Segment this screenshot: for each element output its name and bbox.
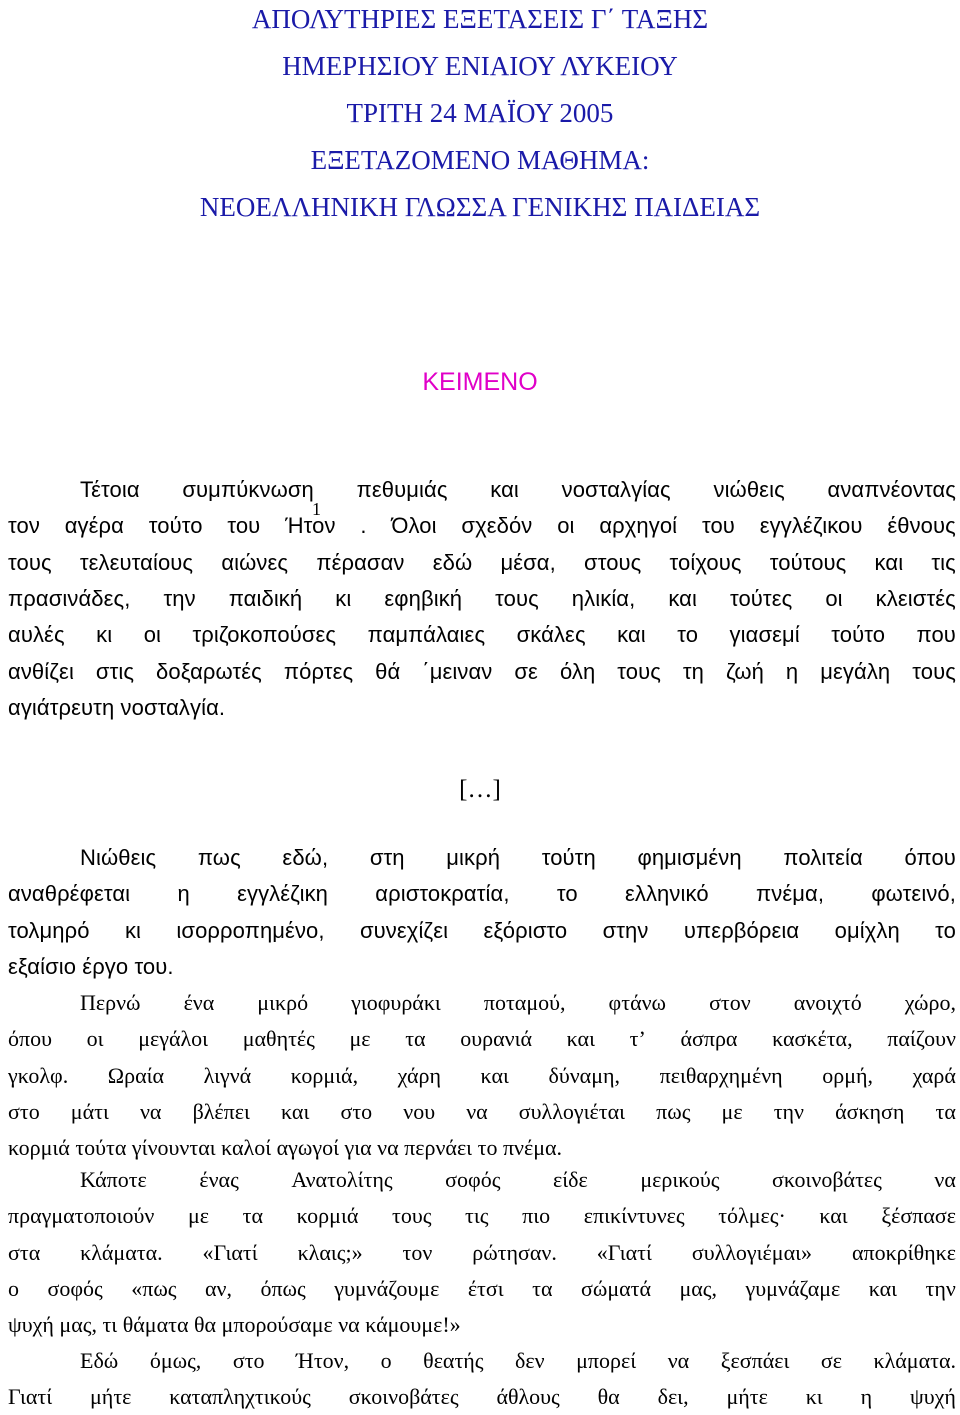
paragraph1-line: τον αγέρα τούτο του Ήτον . Όλοι σχεδόν οι αρχηγοί του εγγλέζικου έθνους [8, 513, 956, 539]
paragraph1-line: ανθίζει στις δοξαρωτές πόρτες θά ΄μειναν σε όλη τους τη ζωή η μεγάλη τους [8, 658, 956, 684]
paragraph2-line: εξαίσιο έργο του. [8, 953, 174, 979]
paragraph1-line: αγιάτρευτη νοσταλγία. [8, 694, 226, 720]
paragraph4-line: ψυχή μας, τι θάματα θα μπορούσαμε να κάμουμε!» [8, 1312, 461, 1338]
section-title: ΚΕΙΜΕΝΟ [422, 368, 538, 396]
paragraph3-line: Περνώ ένα μικρό γιοφυράκι ποταμού, φτάνω στον ανοιχτό χώρο, [80, 990, 956, 1015]
paragraph2-line: Νιώθεις πως εδώ, στη μικρή τούτη φημισμένη πολιτεία όπου [80, 845, 956, 870]
paragraph3-line: όπου οι μεγάλοι μαθητές με τα ουρανιά και τ’ άσπρα κασκέτα, παίζουν [8, 1026, 956, 1052]
paragraph1-line: τους τελευταίους αιώνες πέρασαν εδώ μέσα, στους τοίχους τούτους και τις [8, 549, 956, 575]
paragraph4-line: ο σοφός «πως αν, όπως γυμνάζουμε έτσι τα σώματά μας, γυμνάζαμε και την [8, 1275, 956, 1301]
header-line-2: ΗΜΕΡΗΣΙΟΥ ΕΝΙΑΙΟΥ ΛΥΚΕΙΟΥ [282, 51, 678, 81]
paragraph3-line: στο μάτι να βλέπει και στο νου να συλλογιέται πως με την άσκηση τα [8, 1098, 956, 1124]
header-line-4: ΕΞΕΤΑΖΟΜΕΝΟ ΜΑΘΗΜΑ: [310, 145, 650, 175]
paragraph4-line: Κάποτε ένας Ανατολίτης σοφός είδε μερικούς σκοινοβάτες να [80, 1167, 956, 1192]
header-line-5: ΝΕΟΕΛΛΗΝΙΚΗ ΓΛΩΣΣΑ ΓΕΝΙΚΗΣ ΠΑΙΔΕΙΑΣ [199, 192, 761, 222]
paragraph2-line: αναθρέφεται η εγγλέζικη αριστοκρατία, το ελληνικό πνέμα, φωτεινό, [8, 881, 956, 907]
paragraph1-line: πρασινάδες, την παιδική κι εφηβική τους ηλικία, και τούτες οι κλειστές [8, 585, 956, 611]
paragraph3-line: γκολφ. Ωραία λιγνά κορμιά, χάρη και δύναμη, πειθαρχημένη ορμή, χαρά [8, 1062, 956, 1088]
paragraph2-line: τολμηρό κι ισορροπημένο, συνεχίζει εξόριστο στην υπερβόρεια ομίχλη το [8, 917, 956, 943]
paragraph4-line: στα κλάματα. «Γιατί κλαις;» τον ρώτησαν. «Γιατί συλλογιέμαι» αποκρίθηκε [8, 1239, 956, 1265]
paragraph5-line: Γιατί μήτε καταπληχτικούς σκοινοβάτες άθλους θα δει, μήτε κι η ψυχή [8, 1384, 956, 1410]
paragraph1-line: αυλές κι οι τριζοκοπούσες παμπάλαιες σκάλες και το γιασεμί τούτο που [8, 622, 956, 648]
header-line-1: ΑΠΟΛΥΤΗΡΙΕΣ ΕΞΕΤΑΣΕΙΣ Γ΄ ΤΑΞΗΣ [251, 4, 709, 34]
footnote-mark: 1 [312, 499, 321, 519]
exam-header [0, 0, 960, 231]
paragraph3-line: κορμιά τούτα γίνουνται καλοί αγωγοί για να περνάει το πνέμα. [8, 1135, 563, 1161]
paragraph5-line: Εδώ όμως, στο Ήτον, ο θεατής δεν μπορεί να ξεσπάει σε κλάματα. [80, 1348, 956, 1373]
paragraph4-line: πραγματοποιούν με τα κορμιά τους τις πιο επικίντυνες τόλμες· και ξέσπασε [8, 1203, 956, 1229]
paragraph1-line: Τέτοια συμπύκνωση πεθυμιάς και νοσταλγίας νιώθεις αναπνέοντας [80, 477, 956, 502]
header-line-3: ΤΡΙΤΗ 24 ΜΑΪΟΥ 2005 [346, 98, 614, 128]
ellipsis-marker: […] [459, 776, 501, 803]
